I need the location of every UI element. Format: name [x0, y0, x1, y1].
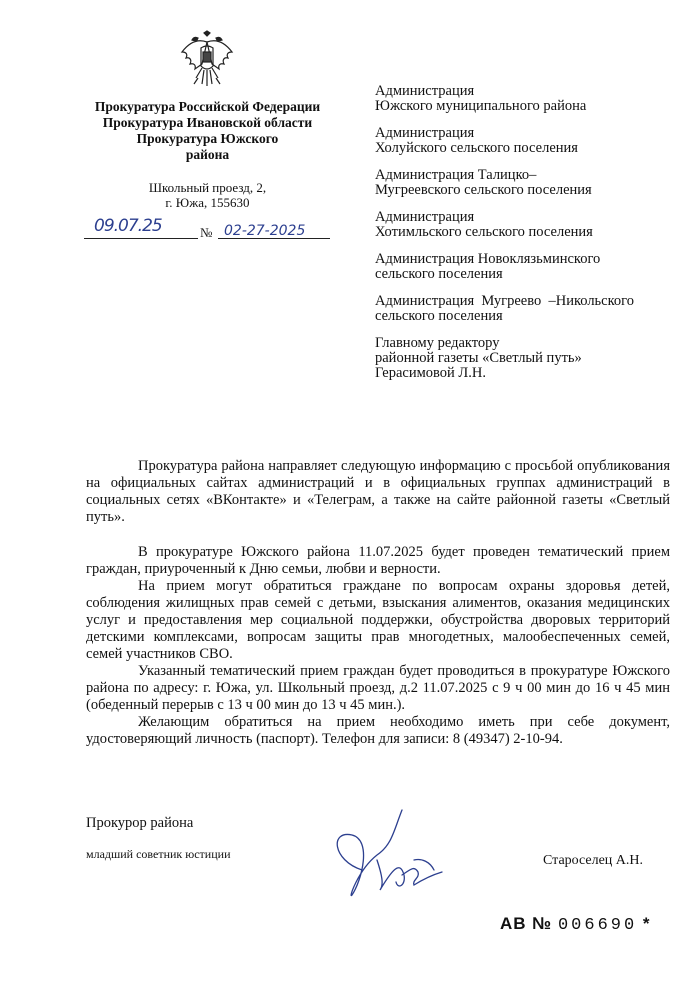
recipient-line: Южского муниципального района [375, 98, 587, 114]
serial-suffix: * [642, 914, 651, 933]
recipient-line: Администрация [375, 125, 475, 141]
sender-line: Прокуратура Южского [136, 131, 279, 146]
signatory-rank: младший советник юстиции [86, 847, 231, 861]
recipient-line: сельского поселения [375, 266, 503, 282]
address-line: г. Южа, 155630 [165, 195, 250, 210]
number-symbol: № [200, 225, 213, 240]
recipient [375, 294, 675, 324]
sender-line: Прокуратура Российской Федерации [94, 99, 321, 114]
recipient-line: Мугреевского сельского поселения [375, 182, 592, 198]
recipient-line: Герасимовой Л.Н. [375, 365, 486, 381]
number-underline [218, 238, 330, 239]
address-line: Школьный проезд, 2, [148, 180, 267, 195]
signatory-name: Староселец А.Н. [543, 853, 644, 868]
date-underline [84, 238, 198, 239]
recipient-line: Администрация [375, 209, 475, 225]
recipient [375, 168, 675, 198]
sender-line: района [185, 147, 230, 162]
recipient-line: Администрация Мугреево –Никольского [375, 293, 635, 309]
recipient-line: Холуйского сельского поселения [375, 140, 578, 156]
recipient [375, 252, 675, 282]
recipient-line: Администрация [375, 83, 475, 99]
coat-of-arms-emblem [178, 30, 236, 90]
handwritten-date: 09.07.25 [94, 216, 162, 236]
recipient [375, 210, 675, 240]
recipient [375, 336, 675, 381]
registration-line [84, 218, 334, 240]
recipient [375, 84, 675, 114]
signatory-title: Прокурор района [86, 815, 194, 831]
handwritten-signature [322, 800, 452, 910]
recipients-block [375, 84, 675, 393]
serial-prefix: АВ № [500, 914, 553, 933]
body-paragraph: На прием могут обратиться граждане по вопросам охраны здоровья детей, соблюдения жилищных прав семей с детьми, взыскания алиментов, оказания медицинских услуг и предоставления мер социальной поддержки, обустройства дворовых территорий детскими комплексами, вопросам защиты прав многодетных, малообеспеченных семей, семей участников СВО. [86, 578, 670, 662]
body-paragraph: Желающим обратиться на прием необходимо иметь при себе документ, удостоверяющий личность (паспорт). Телефон для записи: 8 (49347) 2-10-94. [86, 714, 670, 747]
recipient-line: Главному редактору [375, 335, 500, 351]
handwritten-number: 02-27-2025 [224, 223, 306, 239]
serial-digits: 006690 [557, 916, 638, 935]
recipient-line: районной газеты «Светлый путь» [375, 350, 582, 366]
body-paragraph: Прокуратура района направляет следующую информацию с просьбой опубликования на официальных сайтах администраций и в официальных группах администраций в социальных сетях «ВКонтакте» и «Телеграм, а также на сайте районной газеты «Светлый путь». [86, 458, 670, 525]
recipient-line: сельского поселения [375, 308, 503, 324]
body-paragraph: В прокуратуре Южского района 11.07.2025 будет проведен тематический прием граждан, приуроченный к Дню семьи, любви и верности. [86, 544, 670, 577]
form-serial-number [500, 914, 651, 935]
recipient-line: Хотимльского сельского поселения [375, 224, 593, 240]
sender-address [120, 180, 295, 210]
body-paragraph: Указанный тематический прием граждан будет проводиться в прокуратуре Южского района по адресу: г. Южа, ул. Школьный проезд, д.2 11.07.2025 с 9 ч 00 мин до 16 ч 45 мин (обеденный перерыв с 13 ч 00 мин до 13 ч 45 мин.). [86, 663, 670, 713]
sender-block [80, 99, 335, 163]
recipient-line: Администрация Талицко– [375, 167, 537, 183]
recipient [375, 126, 675, 156]
letter-body [86, 458, 670, 748]
sender-line: Прокуратура Ивановской области [102, 115, 313, 130]
recipient-line: Администрация Новоклязьминского [375, 251, 601, 267]
